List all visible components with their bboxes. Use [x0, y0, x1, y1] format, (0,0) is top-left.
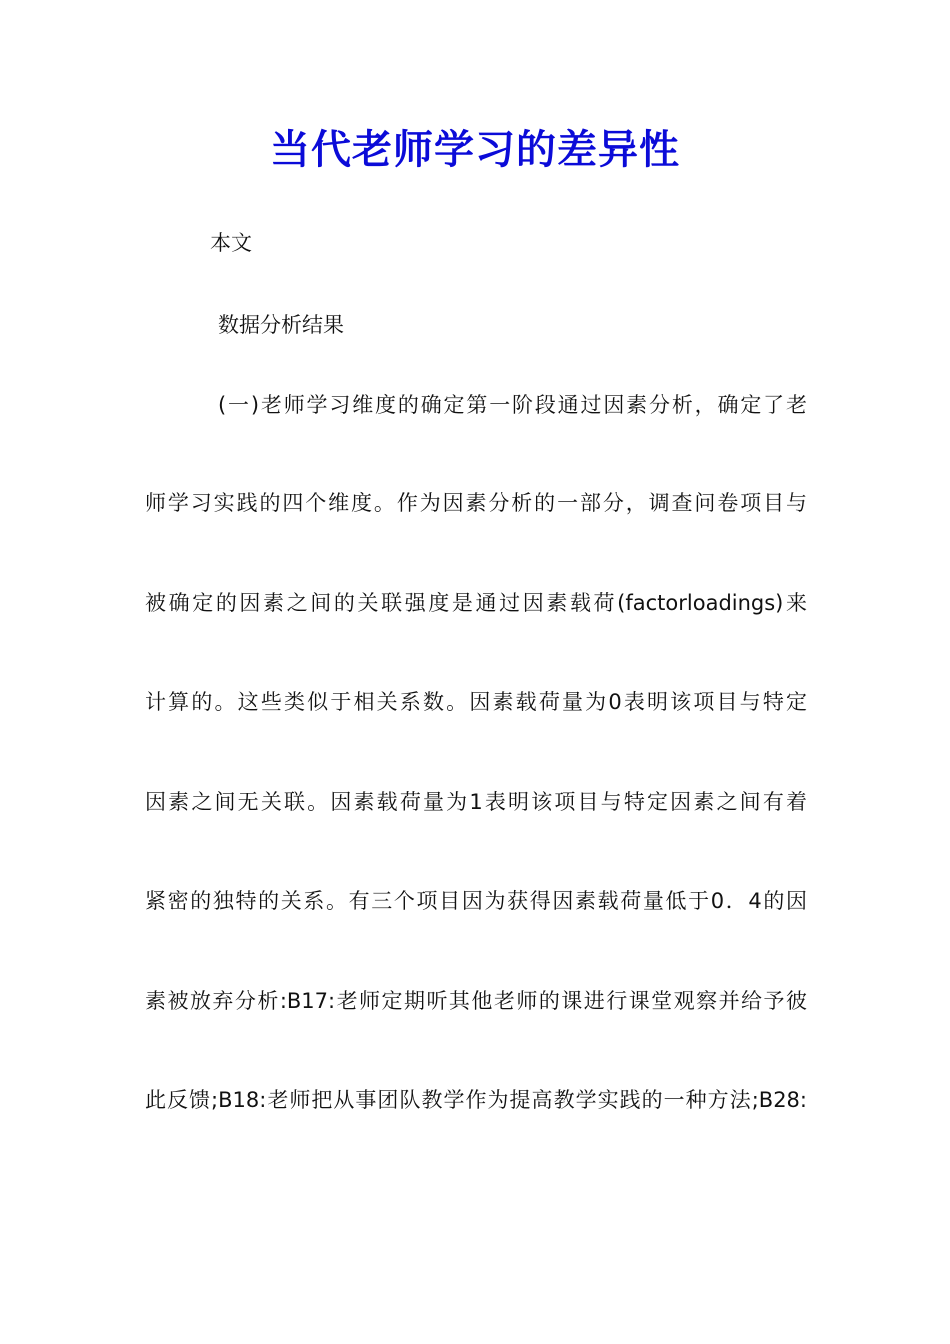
paragraph-line: 此反馈;B18:老师把从事团队教学作为提高教学实践的一种方法;B28: [145, 1088, 807, 1112]
document-title: 当代老师学习的差异性 [270, 126, 680, 173]
paragraph-line: 紧密的独特的关系。有三个项目因为获得因素载荷量低于0．4的因 [145, 889, 807, 913]
paragraph-line: 素被放弃分析:B17:老师定期听其他老师的课进行课堂观察并给予彼 [145, 989, 807, 1013]
paragraph-line: 计算的。这些类似于相关系数。因素载荷量为0表明该项目与特定 [145, 690, 807, 714]
paragraph-line: 因素之间无关联。因素载荷量为1表明该项目与特定因素之间有着 [145, 790, 807, 814]
paragraph-line: 师学习实践的四个维度。作为因素分析的一部分，调查问卷项目与 [145, 491, 807, 515]
paragraph-line: (一)老师学习维度的确定第一阶段通过因素分析，确定了老 [218, 393, 807, 417]
section-heading: 数据分析结果 [218, 313, 344, 337]
paragraph-line: 被确定的因素之间的关联强度是通过因素载荷(factorloadings)来 [145, 591, 807, 615]
body-label: 本文 [210, 231, 252, 255]
